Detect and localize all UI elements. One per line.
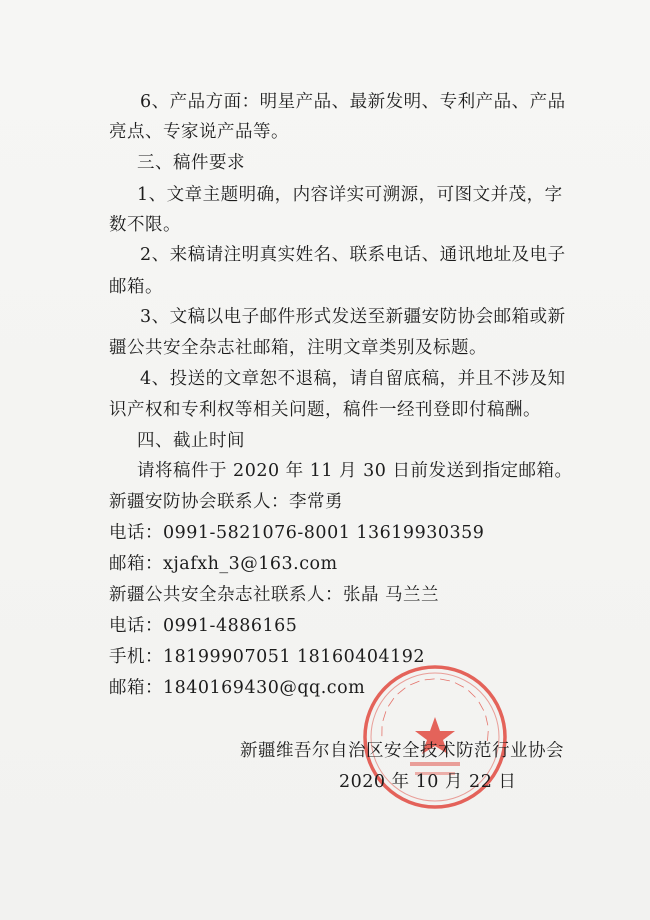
contact-magazine: 新疆公共安全杂志社联系人：张晶 马兰兰 — [109, 585, 440, 605]
contact-magazine-phone: 电话：0991-4886165 — [109, 616, 298, 636]
section-heading-requirements: 三、稿件要求 — [137, 153, 245, 173]
text-line-7: 邮箱。 — [109, 277, 163, 297]
text-line-10: 4、投送的文章恕不退稿，请自留底稿，并且不涉及知 — [140, 369, 566, 389]
contact-magazine-mobile: 手机：18199907051 18160404192 — [109, 647, 426, 667]
text-line-1: 6、产品方面：明星产品、最新发明、专利产品、产品 — [140, 92, 566, 112]
contact-association-email: 邮箱：xjafxh_3@163.com — [109, 554, 338, 574]
text-line-8: 3、文稿以电子邮件形式发送至新疆安防协会邮箱或新 — [140, 307, 566, 327]
text-line-11: 识产权和专利权等相关问题，稿件一经刊登即付稿酬。 — [109, 400, 541, 420]
signature-date: 2020 年 10 月 22 日 — [339, 772, 517, 792]
svg-text:— — — — — — — — — — — — —: — — — — — — — — — — — — — [374, 671, 496, 742]
section-heading-deadline: 四、截止时间 — [137, 431, 245, 451]
text-line-6: 2、来稿请注明真实姓名、联系电话、通讯地址及电子 — [140, 245, 566, 265]
contact-association: 新疆安防协会联系人：李常勇 — [109, 492, 343, 512]
contact-magazine-email: 邮箱：1840169430@qq.com — [109, 678, 366, 698]
text-line-2: 亮点、专家说产品等。 — [109, 122, 289, 142]
text-line-9: 疆公共安全杂志社邮箱，注明文章类别及标题。 — [109, 338, 487, 358]
signature-organization: 新疆维吾尔自治区安全技术防范行业协会 — [240, 741, 564, 761]
text-line-5: 数不限。 — [109, 215, 181, 235]
contact-association-phone: 电话：0991-5821076-8001 13619930359 — [109, 523, 485, 543]
text-line-4: 1、文章主题明确，内容详实可溯源，可图文并茂，字 — [137, 185, 563, 205]
deadline-text: 请将稿件于 2020 年 11 月 30 日前发送到指定邮箱。 — [137, 461, 573, 481]
